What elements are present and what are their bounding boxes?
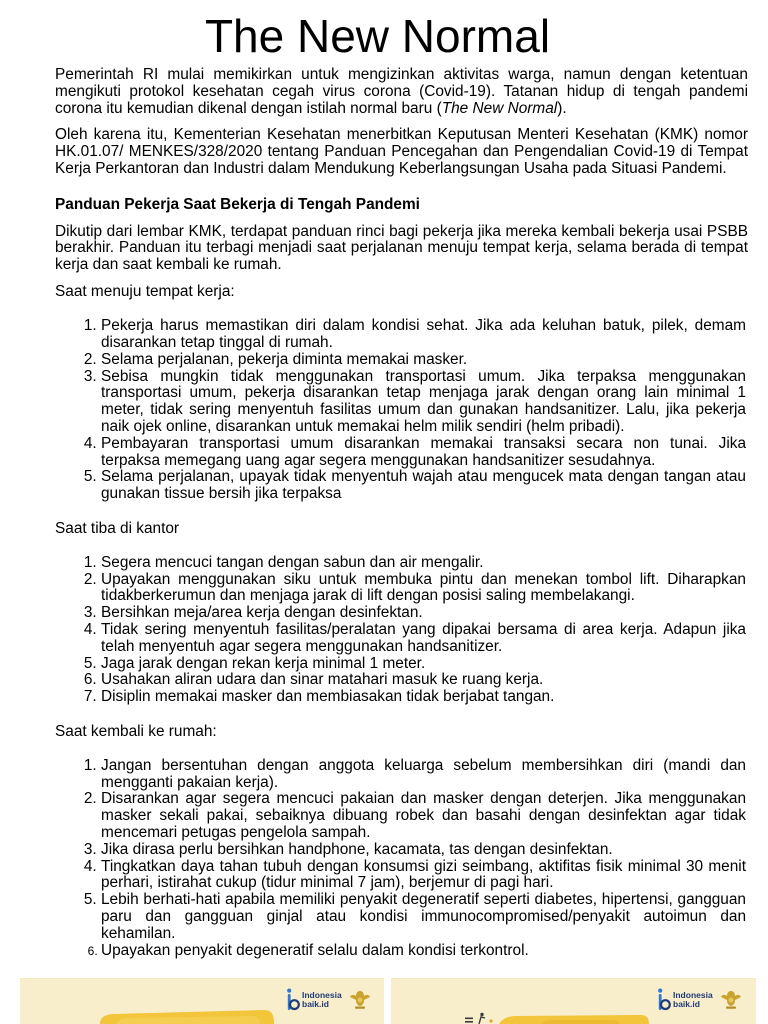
list-item: 6. Usahakan aliran udara dan sinar matahari masuk ke ruang kerja. bbox=[101, 672, 746, 689]
list-item: 4. Tingkatkan daya tahan tubuh dengan konsumsi gizi seimbang, aktifitas fisik minimal 30 menit perhari, istirahat cukup (tidur minimal 7 jam), berjemur di pagi hari. bbox=[101, 859, 746, 893]
intro-paragraph-2: Oleh karena itu, Kementerian Kesehatan menerbitkan Keputusan Menteri Kesehatan (KMK) nomor HK.01.07/ MENKES/328/2020 tentang Panduan Pencegahan dan Pengendalian Covid-19 di Tempat Kerja Perkantoran dan Industri dalam Mendukung Keberlangsungan Usaha pada Situasi Pandemi. bbox=[55, 126, 748, 177]
intro-paragraph-1-end: ). bbox=[557, 99, 567, 117]
garuda-emblem-icon bbox=[349, 988, 371, 1010]
section-label-home: Saat kembali ke rumah: bbox=[55, 722, 217, 740]
list-item: 1. Pekerja harus memastikan diri dalam kondisi sehat. Jika ada keluhan batuk, pilek, demam disarankan tetap tinggal di rumah. bbox=[101, 318, 746, 352]
list-home bbox=[55, 758, 748, 960]
logo-text-line1: Indonesia bbox=[673, 990, 713, 1000]
section-label-office: Saat tiba di kantor bbox=[55, 519, 180, 537]
intro-paragraph-1 bbox=[55, 67, 748, 117]
indonesia-baik-logo bbox=[657, 988, 745, 1014]
list-item: 2. Upayakan menggunakan siku untuk membuka pintu dan menekan tombol lift. Diharapkan tidakberkerumun dan menjaga jarak di lift dengan posisi saling membelakangi. bbox=[101, 572, 746, 606]
logo-text-line2: baik.id bbox=[302, 999, 329, 1009]
list-commute bbox=[55, 318, 748, 503]
logo-text-line2: baik.id bbox=[673, 999, 700, 1009]
list-item: 1. Jangan bersentuhan dengan anggota keluarga sebelum membersihkan diri (mandi dan mengganti pakaian kerja). bbox=[101, 758, 746, 792]
garuda-emblem-icon bbox=[720, 988, 742, 1010]
list-item: 6. Upayakan penyakit degeneratif selalu dalam kondisi terkontrol. bbox=[101, 943, 746, 960]
list-item: 5. Lebih berhati-hati apabila memiliki penyakit degeneratif seperti diabetes, hipertensi, gangguan paru dan gangguan ginjal atau kondisi immunocompromised/penyakit autoimun dan kehamilan. bbox=[101, 892, 746, 942]
infographic-banner-left bbox=[20, 978, 384, 1024]
list-item: 5. Selama perjalanan, upayak tidak menyentuh wajah atau mengucek mata dengan tangan atau gunakan tissue bersih jika terpaksa bbox=[101, 469, 746, 503]
list-item: 5. Jaga jarak dengan rekan kerja minimal 1 meter. bbox=[101, 656, 746, 673]
list-item: 2. Selama perjalanan, pekerja diminta memakai masker. bbox=[101, 352, 746, 369]
logo-text bbox=[302, 991, 342, 1009]
section-heading: Panduan Pekerja Saat Bekerja di Tengah Pandemi bbox=[55, 195, 420, 213]
list-item: 4. Tidak sering menyentuh fasilitas/peralatan yang dipakai bersama di area kerja. Adapun jika telah menyentuh agar segera menggunakan handsanitizer. bbox=[101, 622, 746, 656]
list-item: 3. Sebisa mungkin tidak menggunakan transportasi umum. Jika terpaksa menggunakan transportasi umum, pekerja disarankan tetap menjaga jarak dengan orang lain minimal 1 meter, tidak sering menyentuh fasilitas umum dan gunakan handsanitizer. Lalu, jika pekerja naik ojek online, disarankan untuk memakai helm milik sendiri (helm pribadi). bbox=[101, 369, 746, 436]
document-body bbox=[55, 67, 748, 977]
list-item: 3. Bersihkan meja/area kerja dengan desinfektan. bbox=[101, 605, 746, 622]
section-intro-paragraph: Dikutip dari lembar KMK, terdapat panduan rinci bagi pekerja jika mereka kembali bekerja usai PSBB berakhir. Panduan itu terbagi menjadi saat perjalanan menuju tempat kerja, selama berada di tempat kerja dan saat kembali ke rumah. bbox=[55, 222, 748, 274]
indonesia-baik-logo-icon bbox=[657, 988, 671, 1012]
list-office bbox=[55, 555, 748, 706]
infographic-banner-right bbox=[391, 978, 756, 1024]
logo-text bbox=[673, 991, 713, 1009]
intro-paragraph-1-italic: The New Normal bbox=[441, 99, 558, 117]
intro-paragraph-1-text: Pemerintah RI mulai memikirkan untuk mengizinkan aktivitas warga, namun dengan ketentuan mengikuti protokol kesehatan cegah virus corona (Covid-19). Tatanan hidup di tengah pandemi corona itu kemudian dikenal dengan istilah normal baru ( bbox=[55, 66, 748, 117]
list-item: 3. Jika dirasa perlu bersihkan handphone, kacamata, tas dengan desinfektan. bbox=[101, 842, 746, 859]
indonesia-baik-logo-icon bbox=[286, 988, 300, 1012]
list-item: 2. Disarankan agar segera mencuci pakaian dan masker dengan deterjen. Jika menggunakan masker sekali pakai, sebaiknya dibuang robek dan basahi dengan desinfektan agar tidak mencemari petugas pengelola sampah. bbox=[101, 791, 746, 841]
indonesia-baik-logo bbox=[286, 988, 374, 1014]
document-title: The New Normal bbox=[204, 10, 551, 62]
list-item: 7. Disiplin memakai masker dan membiasakan tidak berjabat tangan. bbox=[101, 689, 746, 706]
logo-text-line1: Indonesia bbox=[302, 990, 342, 1000]
list-item: 4. Pembayaran transportasi umum disarankan memakai transaksi secara non tunai. Jika terpaksa memegang uang agar segera menggunakan handsanitizer sesudahnya. bbox=[101, 436, 746, 470]
list-item: 1. Segera mencuci tangan dengan sabun dan air mengalir. bbox=[101, 555, 746, 572]
section-label-commute: Saat menuju tempat kerja: bbox=[55, 282, 235, 300]
